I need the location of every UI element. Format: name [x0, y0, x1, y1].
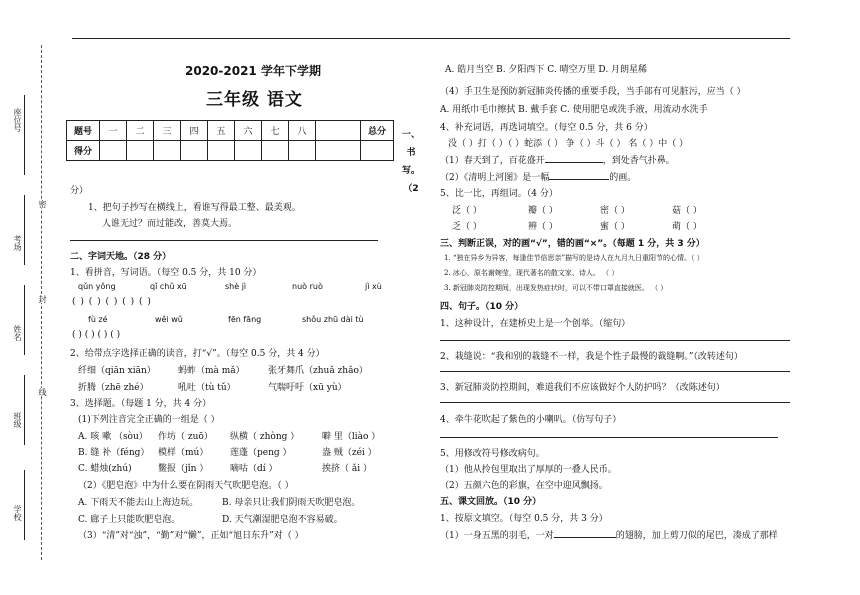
pinyin-item: shè jì — [225, 282, 247, 291]
seat-field[interactable] — [24, 95, 25, 175]
q4-2-blank[interactable] — [549, 170, 609, 180]
seat-label: 座位号 — [13, 108, 22, 132]
judge-item[interactable]: 3. 新冠肺炎防控期间，出现发热症状时，可以不带口罩直接就医。 （ ） — [444, 284, 668, 292]
section1-instruction: 1、把句子抄写在横线上，看谁写得最工整、最美观。 — [88, 203, 301, 213]
section1-points: 分） — [70, 186, 89, 196]
reading-choice[interactable]: 蚂蚱（mà mǎ） — [178, 366, 245, 376]
score-cell[interactable] — [289, 141, 316, 161]
s4-5-1: （1）他从拎包里取出了厚厚的一叠人民币。 — [440, 465, 617, 475]
compare-word[interactable]: 蜜（ ） — [600, 222, 630, 232]
s5-1-line — [440, 528, 778, 541]
option-c[interactable]: C. 廊子上只能吹肥皂泡。 — [78, 515, 181, 525]
compare-word[interactable]: 泛（ ） — [452, 206, 482, 216]
pinyin-item: fēn fāng — [228, 315, 262, 324]
option-c-word: 挨挤（ ǎi ） — [322, 464, 372, 474]
pinyin-item: qǔn yǒng — [78, 282, 116, 291]
s4-2: 2、栽缝说：“我和别的栽缝不一样，我是个性子最慢的裁缝啊。”（改转述句） — [440, 352, 743, 362]
option-b-word: 莲蓬（peng ） — [230, 448, 292, 458]
name-label: 姓名 — [13, 325, 22, 341]
pinyin-item: nuò ruò — [292, 282, 323, 291]
option-b[interactable]: B. 缝 补（féng） — [78, 448, 150, 458]
score-cell[interactable] — [154, 141, 181, 161]
school-field[interactable] — [24, 470, 25, 540]
section4-heading: 四、句子。（10 分） — [440, 302, 524, 312]
pinyin-item: fù zé — [88, 315, 108, 324]
room-label: 考场 — [13, 235, 22, 251]
q3-3-options[interactable]: A. 皓月当空 B. 夕阳西下 C. 晴空万里 D. 月朗星稀 — [445, 65, 648, 75]
score-header-cell: 八 — [289, 121, 316, 141]
score-header-cell: 题号 — [67, 121, 100, 141]
score-header-cell: 七 — [262, 121, 289, 141]
option-b-word: 盎 贼（zéi ） — [322, 448, 377, 458]
option-a[interactable]: A. 下雨天不能去山上海边玩。 — [78, 498, 199, 508]
judge-item[interactable]: 1. “独在异乡为异客，每逢佳节倍思亲”描写的是诗人在九月九日重阳节的心情。（ ） — [444, 254, 704, 262]
score-header-cell-total: 总分 — [361, 121, 394, 141]
score-cell-total[interactable] — [361, 141, 394, 161]
judge-item[interactable]: 2. 冰心，原名谢婉莹，现代著名的散文家、诗人。 （ ） — [444, 269, 619, 277]
option-c-word: 嘀咕（dí ） — [230, 464, 278, 474]
reading-choice[interactable]: 纤细（qiān xiān） — [78, 366, 156, 376]
option-c[interactable]: C. 蜡烛(zhú) — [78, 464, 132, 474]
pinyin-item: qǐ chǔ xū — [150, 282, 187, 291]
compare-word[interactable]: 辨（ ） — [528, 222, 558, 232]
score-table — [66, 120, 394, 161]
section5-heading: 五、课文回放。（10 分） — [440, 497, 542, 507]
q4-2 — [440, 170, 636, 183]
q4-2-text-a: （2）《清明上河图》是一幅 — [440, 173, 550, 183]
s4-5: 5、用修改符号修改病句。 — [440, 449, 545, 459]
section3-heading: 三、判断正误，对的画“√”，错的画“×”。（每题 1 分，共 3 分） — [440, 239, 705, 249]
pinyin-answer-row[interactable]: ( ) ( ) ( ) ( ) — [72, 330, 121, 340]
q3-4-options[interactable]: A. 用纸巾毛巾擦拭 B. 戴手套 C. 使用肥皂或洗手液，用流动水洗手 — [440, 105, 708, 115]
q5: 5、比一比，再组词。（4 分） — [440, 189, 558, 199]
idiom-fill-row[interactable]: 没（ ）打（ ）（ ）蛇添（ ） 争（ ）斗（ ） 名（ ）中（ ） — [448, 139, 689, 149]
q4-1 — [440, 153, 675, 166]
reading-choice[interactable]: 折腾（zhē zhé） — [78, 383, 149, 393]
binding-word-feng: 封 — [38, 295, 47, 303]
class-label: 班级 — [13, 412, 22, 428]
option-b[interactable]: B. 母亲只让我们阴雨天吹肥皂泡。 — [222, 498, 361, 508]
q3-4: （4）手卫生是预防新冠肺炎传播的重要手段，当手部有可见脏污，应当（ ） — [440, 87, 746, 97]
score-header-cell: 五 — [208, 121, 235, 141]
s2-q3-1: (1)下列注音完全正确的一组是（ ） — [78, 415, 220, 425]
pinyin-item: shǒu zhū dài tù — [302, 315, 364, 324]
score-cell[interactable] — [262, 141, 289, 161]
s5-1-text-a: （1）一身五黑的羽毛，一对 — [440, 531, 554, 541]
score-cell[interactable] — [181, 141, 208, 161]
reading-choice[interactable]: 吼吐（tù tǔ） — [178, 383, 236, 393]
name-field[interactable] — [24, 285, 25, 355]
score-header-cell: 二 — [127, 121, 154, 141]
answer-line[interactable] — [440, 437, 778, 438]
score-header-cell: 一 — [100, 121, 127, 141]
q4-2-text-b: 的画。 — [609, 173, 637, 183]
exam-year-title: 2020-2021 学年下学期 — [185, 64, 321, 78]
reading-choice[interactable]: 张牙舞爪（zhuǎ zhǎo） — [268, 366, 368, 376]
compare-word[interactable]: 乏（ ） — [452, 222, 482, 232]
s5-1-text-b: 的翅膀，加上剪刀似的尾巴，凑成了那样 — [615, 531, 778, 541]
binding-word-mi: 密 — [38, 200, 47, 208]
score-cell[interactable] — [208, 141, 235, 161]
pinyin-item: wěi wǔ — [155, 315, 183, 324]
q4-1-blank[interactable] — [545, 153, 603, 163]
score-header-cell: 六 — [235, 121, 262, 141]
option-d[interactable]: D. 天气潮湿肥皂泡不容易破。 — [222, 515, 343, 525]
s4-1: 1、这种设计，在建桥史上是一个创举。（缩句） — [440, 319, 631, 329]
option-b-word: 模样（mú） — [158, 448, 209, 458]
s2-q3-2: （2）《肥皂泡》中为什么要在阴雨天气吹肥皂泡。（ ） — [78, 481, 294, 491]
reading-choice[interactable]: 气喘吁吁（xū yù） — [268, 383, 347, 393]
score-cell[interactable] — [100, 141, 127, 161]
s2-q1: 1、看拼音，写词语。（每空 0.5 分，共 10 分） — [70, 268, 262, 278]
pinyin-answer-row[interactable]: ( ) ( ) ( ) ( ) ( ) — [72, 297, 151, 307]
compare-word[interactable]: 萌（ ） — [672, 222, 702, 232]
score-table-header-row — [67, 121, 394, 141]
q4: 4、补充词语，再选词填空。（每空 0.5 分，共 6 分） — [440, 123, 653, 133]
score-row-label: 得分 — [67, 141, 100, 161]
section2-heading: 二、字词天地。（28 分） — [70, 252, 172, 262]
class-field[interactable] — [24, 375, 25, 445]
s2-q3: 3、选择题。（每题 1 分，共 4 分） — [70, 399, 212, 409]
option-a[interactable]: A. 咳 嗽 （sòu） — [78, 432, 148, 442]
answer-line[interactable] — [440, 402, 790, 403]
pinyin-item: jì xù — [365, 282, 382, 291]
score-table-score-row — [67, 141, 394, 161]
section1-sentence: 人谁无过？而过能改，善莫大焉。 — [102, 219, 238, 229]
s4-3: 3、新冠肺炎防控期间，难道我们不应该做好个人防护吗？（改陈述句） — [440, 383, 725, 393]
score-header-cell: 三 — [154, 121, 181, 141]
compare-word[interactable]: 瓣（ ） — [528, 206, 558, 216]
school-label: 学校 — [13, 505, 22, 521]
section1-heading: 一、书写。（2 — [401, 130, 420, 194]
compare-word[interactable]: 密（ ） — [600, 206, 630, 216]
score-cell[interactable] — [127, 141, 154, 161]
compare-word[interactable]: 菇（ ） — [672, 206, 702, 216]
score-header-cell: 四 — [181, 121, 208, 141]
s5-1-blank[interactable] — [554, 528, 616, 538]
s4-5-2: （2）五颜六色的彩旗，在空中迎风飘扬。 — [440, 481, 608, 491]
option-a-word: 纵横（ zhòng ） — [230, 432, 300, 442]
score-header-cell — [316, 121, 361, 141]
option-a-word: 作坊（ zuō） — [158, 432, 213, 442]
exam-subject-title: 三年级 语文 — [206, 90, 303, 110]
answer-line[interactable] — [440, 371, 790, 372]
q4-1-text-a: （1）春天到了，百花盛开 — [440, 156, 545, 166]
top-rule — [72, 38, 790, 39]
s2-q2: 2、给带点字选择正确的读音，打“√”。（每空 0.5 分，共 4 分） — [70, 349, 325, 359]
binding-word-xian: 线 — [38, 388, 47, 396]
option-a-word: 噼 里（liào ） — [322, 432, 381, 442]
option-c-word: 鳖报（jǐn ） — [158, 464, 209, 474]
score-cell[interactable] — [316, 141, 361, 161]
s2-q3-3: （3）“清”对“浊”，“勤”对“懒”，正如“旭日东升”对（ ） — [78, 531, 304, 541]
room-field[interactable] — [24, 195, 25, 265]
score-cell[interactable] — [235, 141, 262, 161]
s5-1: 1、按原文填空。（每空 0.5 分，共 3 分） — [440, 514, 608, 524]
s4-4: 4、牵牛花吹起了紫色的小喇叭。（仿写句子） — [440, 415, 622, 425]
q4-1-text-b: ，到处香气扑鼻。 — [602, 156, 675, 166]
copy-answer-line[interactable] — [70, 240, 378, 241]
answer-line[interactable] — [440, 340, 790, 341]
